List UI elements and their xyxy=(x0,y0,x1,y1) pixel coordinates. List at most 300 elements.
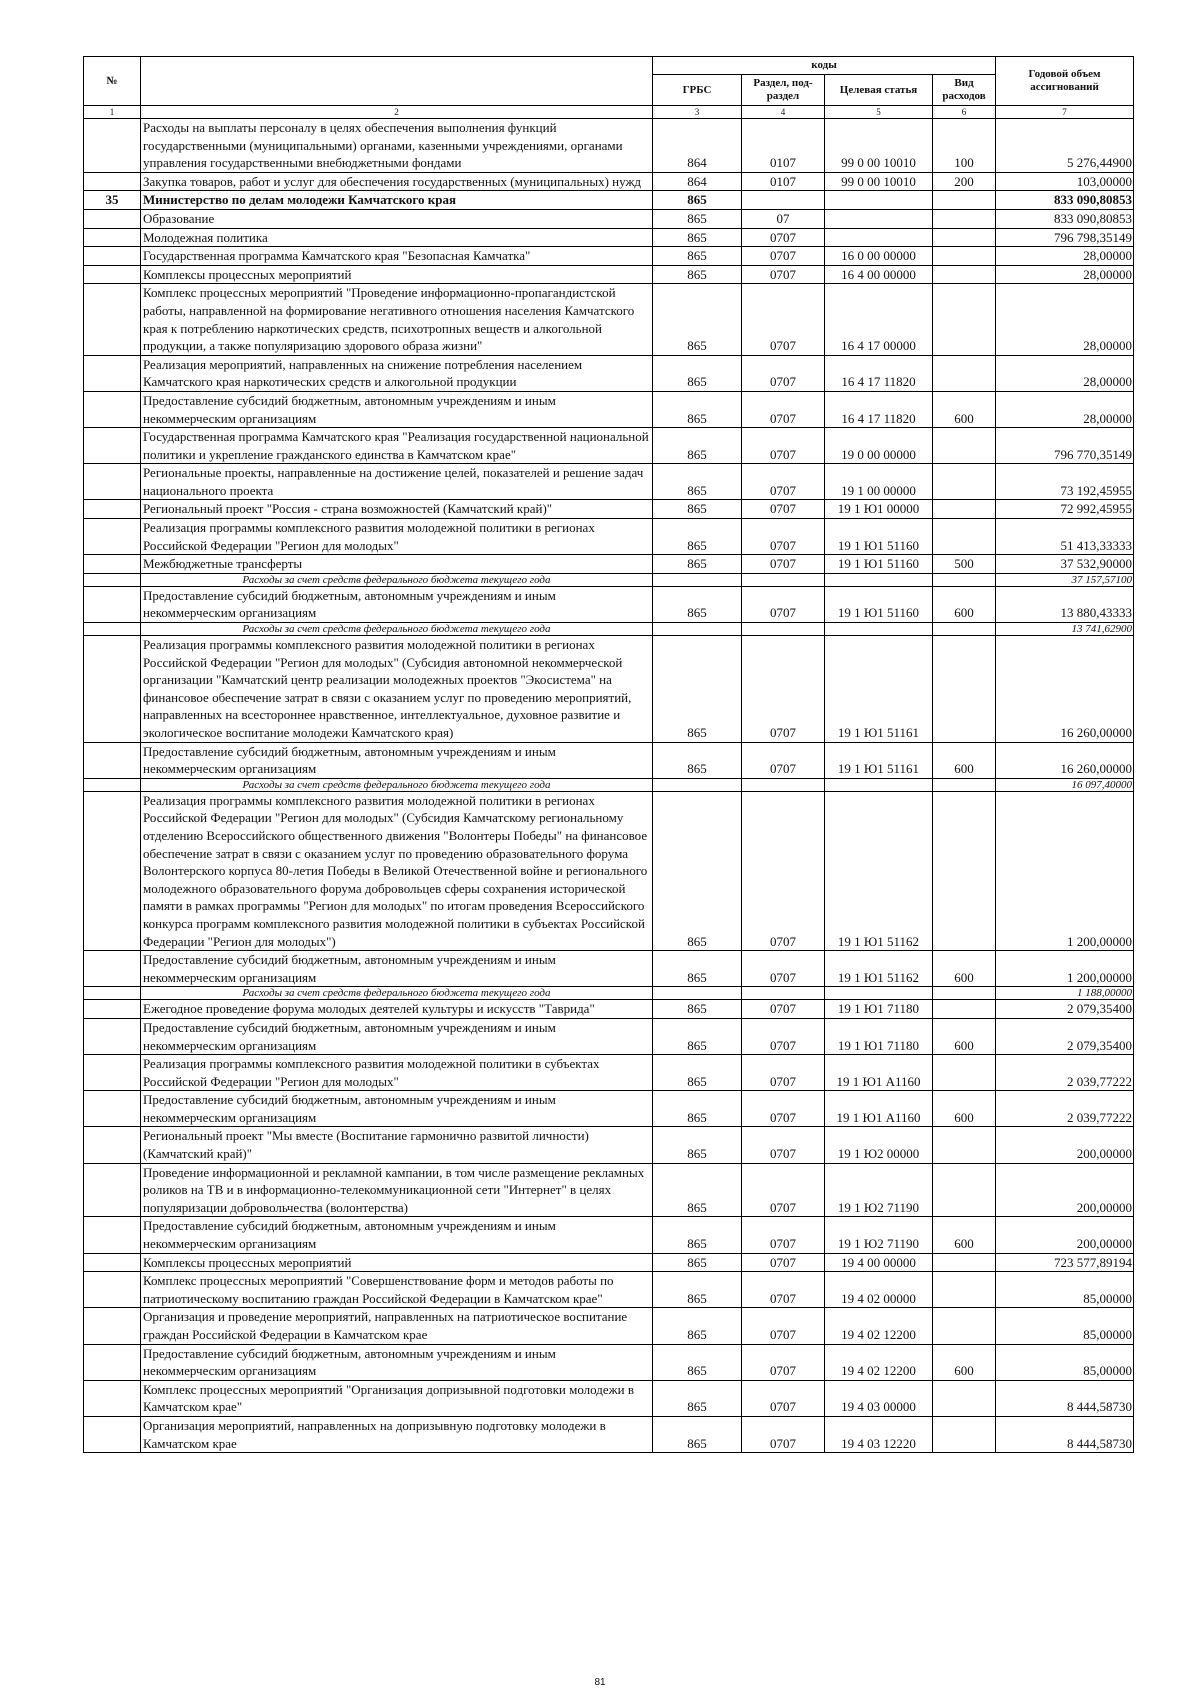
grbs-code: 865 xyxy=(653,519,742,555)
table-row xyxy=(84,1344,1134,1380)
target-article-code: 19 4 02 12200 xyxy=(825,1344,933,1380)
expense-name: Комплекс процессных мероприятий "Совершенствование форм и методов работы по патриотическому воспитанию граждан Российской Федерации в Камчатском крае" xyxy=(141,1272,653,1308)
grbs-code: 865 xyxy=(653,1163,742,1217)
target-article-code: 19 1 Ю2 71190 xyxy=(825,1217,933,1253)
row-number xyxy=(84,586,141,622)
expense-name: Министерство по делам молодежи Камчатского края xyxy=(141,191,653,210)
target-article-code: 19 1 Ю1 51161 xyxy=(825,742,933,778)
target-article-code: 19 1 Ю1 51160 xyxy=(825,519,933,555)
expense-type-code xyxy=(933,464,996,500)
expense-type-code xyxy=(933,1000,996,1019)
target-article-code: 19 0 00 00000 xyxy=(825,428,933,464)
allocation-amount: 1 188,00000 xyxy=(996,987,1134,1000)
expense-type-code xyxy=(933,519,996,555)
row-number xyxy=(84,1163,141,1217)
grbs-code: 865 xyxy=(653,284,742,355)
grbs-code: 865 xyxy=(653,1308,742,1344)
section-code: 0707 xyxy=(742,1127,825,1163)
row-number xyxy=(84,228,141,247)
section-code xyxy=(742,191,825,210)
target-article-code xyxy=(825,573,933,586)
expense-name: Предоставление субсидий бюджетным, автономным учреждениям и иным некоммерческим организациям xyxy=(141,742,653,778)
section-code: 0107 xyxy=(742,172,825,191)
expense-name: Организация мероприятий, направленных на допризывную подготовку молодежи в Камчатском крае xyxy=(141,1416,653,1452)
table-body xyxy=(84,119,1134,1453)
table-row xyxy=(84,284,1134,355)
row-number xyxy=(84,428,141,464)
allocation-amount: 13 741,62900 xyxy=(996,623,1134,636)
row-number xyxy=(84,636,141,743)
target-article-code: 19 4 03 12220 xyxy=(825,1416,933,1452)
expense-name: Предоставление субсидий бюджетным, автономным учреждениям и иным некоммерческим организациям xyxy=(141,1217,653,1253)
row-number xyxy=(84,209,141,228)
table-row xyxy=(84,636,1134,743)
section-code: 0707 xyxy=(742,1000,825,1019)
row-number xyxy=(84,951,141,987)
target-article-code: 16 4 17 11820 xyxy=(825,391,933,427)
row-number xyxy=(84,500,141,519)
expense-type-code xyxy=(933,428,996,464)
section-code: 0107 xyxy=(742,119,825,173)
section-code: 0707 xyxy=(742,500,825,519)
header-num: № xyxy=(84,57,141,106)
grbs-code: 865 xyxy=(653,1344,742,1380)
page-number: 81 xyxy=(594,1677,606,1688)
row-number xyxy=(84,391,141,427)
target-article-code: 16 0 00 00000 xyxy=(825,247,933,266)
expense-name: Региональный проект "Россия - страна возможностей (Камчатский край)" xyxy=(141,500,653,519)
expense-name: Реализация программы комплексного развития молодежной политики в регионах Российской Федерации "Регион для молодых" (Субсидия автономной некоммерческой организации "Камчатский центр реализации молодежных проектов "Экосистема" на финансовое обеспечение затрат в связи с оказанием услуг по проведению мероприятий, направленных на всестороннее нравственное, интеллектуальное, духовное развитие и экологическое воспитание молодежи Камчатского края) xyxy=(141,636,653,743)
row-number xyxy=(84,1055,141,1091)
grbs-code xyxy=(653,778,742,791)
expense-type-code xyxy=(933,573,996,586)
expense-name: Региональный проект "Мы вместе (Воспитание гармонично развитой личности) (Камчатский край)" xyxy=(141,1127,653,1163)
expense-name: Предоставление субсидий бюджетным, автономным учреждениям и иным некоммерческим организациям xyxy=(141,951,653,987)
section-code: 0707 xyxy=(742,636,825,743)
expense-name: Расходы за счет средств федерального бюджета текущего года xyxy=(141,573,653,586)
section-code: 0707 xyxy=(742,355,825,391)
target-article-code: 19 4 02 00000 xyxy=(825,1272,933,1308)
expense-type-code xyxy=(933,636,996,743)
target-article-code: 19 1 Ю1 51161 xyxy=(825,636,933,743)
grbs-code: 865 xyxy=(653,791,742,950)
expense-type-code xyxy=(933,265,996,284)
budget-table xyxy=(83,56,1134,1453)
target-article-code: 19 1 Ю1 71180 xyxy=(825,1018,933,1054)
allocation-amount: 85,00000 xyxy=(996,1272,1134,1308)
target-article-code: 19 1 Ю1 71180 xyxy=(825,1000,933,1019)
allocation-amount: 51 413,33333 xyxy=(996,519,1134,555)
expense-name: Закупка товаров, работ и услуг для обеспечения государственных (муниципальных) нужд xyxy=(141,172,653,191)
column-number: 7 xyxy=(996,106,1134,119)
grbs-code: 865 xyxy=(653,247,742,266)
grbs-code: 865 xyxy=(653,209,742,228)
section-code: 0707 xyxy=(742,284,825,355)
expense-type-code: 600 xyxy=(933,391,996,427)
allocation-amount: 723 577,89194 xyxy=(996,1253,1134,1272)
section-code: 0707 xyxy=(742,464,825,500)
expense-type-code xyxy=(933,791,996,950)
section-code xyxy=(742,987,825,1000)
expense-name: Государственная программа Камчатского края "Безопасная Камчатка" xyxy=(141,247,653,266)
table-row xyxy=(84,1000,1134,1019)
header-vid: Вид расходов xyxy=(933,75,996,106)
expense-type-code xyxy=(933,1416,996,1452)
row-number xyxy=(84,172,141,191)
expense-name: Молодежная политика xyxy=(141,228,653,247)
row-number xyxy=(84,1416,141,1452)
table-row xyxy=(84,1127,1134,1163)
target-article-code: 19 1 Ю1 00000 xyxy=(825,500,933,519)
allocation-amount: 37 532,90000 xyxy=(996,555,1134,574)
expense-name: Образование xyxy=(141,209,653,228)
row-number xyxy=(84,265,141,284)
expense-name: Комплексы процессных мероприятий xyxy=(141,265,653,284)
target-article-code: 19 1 Ю1 А1160 xyxy=(825,1055,933,1091)
target-article-code: 19 1 Ю1 А1160 xyxy=(825,1091,933,1127)
grbs-code: 865 xyxy=(653,742,742,778)
expense-type-code: 600 xyxy=(933,1018,996,1054)
section-code: 0707 xyxy=(742,265,825,284)
allocation-amount: 13 880,43333 xyxy=(996,586,1134,622)
row-number xyxy=(84,1344,141,1380)
allocation-amount: 796 770,35149 xyxy=(996,428,1134,464)
federal-funds-row xyxy=(84,987,1134,1000)
expense-name: Организация и проведение мероприятий, направленных на патриотическое воспитание граждан Российской Федерации в Камчатском крае xyxy=(141,1308,653,1344)
expense-name: Реализация программы комплексного развития молодежной политики в регионах Российской Федерации "Регион для молодых" (Субсидия Камчатскому региональному отделению Всероссийского общественного движения "Волонтеры Победы" на финансовое обеспечение затрат в связи с оказанием услуг по проведению образовательного форума Волонтерского корпуса 80-летия Победы в Великой Отечественной войне и регионального молодежного образовательного форума добровольцев сферы сохранения исторической памяти в рамках программы "Регион для молодых" по итогам проведения Всероссийского конкурса программ комплексного развития молодежной политики в субъектах Российской Федерации "Регион для молодых") xyxy=(141,791,653,950)
grbs-code: 865 xyxy=(653,1272,742,1308)
table-row xyxy=(84,1091,1134,1127)
expense-type-code xyxy=(933,1308,996,1344)
table-row xyxy=(84,1018,1134,1054)
expense-name: Проведение информационной и рекламной кампании, в том числе размещение рекламных роликов на ТВ и в информационно-телекоммуникационной сети "Интернет" в целях популяризации добровольчества (волонтерства) xyxy=(141,1163,653,1217)
table-row xyxy=(84,742,1134,778)
allocation-amount: 5 276,44900 xyxy=(996,119,1134,173)
allocation-amount: 2 039,77222 xyxy=(996,1091,1134,1127)
expense-type-code xyxy=(933,191,996,210)
section-code: 0707 xyxy=(742,1091,825,1127)
allocation-amount: 73 192,45955 xyxy=(996,464,1134,500)
grbs-code: 865 xyxy=(653,1253,742,1272)
expense-type-code xyxy=(933,247,996,266)
table-row xyxy=(84,355,1134,391)
allocation-amount: 103,00000 xyxy=(996,172,1134,191)
allocation-amount: 1 200,00000 xyxy=(996,791,1134,950)
column-number: 6 xyxy=(933,106,996,119)
row-number xyxy=(84,778,141,791)
expense-type-code xyxy=(933,284,996,355)
section-code: 07 xyxy=(742,209,825,228)
grbs-code: 865 xyxy=(653,1127,742,1163)
allocation-amount: 16 260,00000 xyxy=(996,636,1134,743)
target-article-code: 19 1 Ю1 51160 xyxy=(825,555,933,574)
grbs-code: 865 xyxy=(653,464,742,500)
table-row xyxy=(84,1272,1134,1308)
expense-type-code: 200 xyxy=(933,172,996,191)
allocation-amount: 2 039,77222 xyxy=(996,1055,1134,1091)
row-number xyxy=(84,1127,141,1163)
grbs-code: 865 xyxy=(653,1000,742,1019)
expense-name: Реализация мероприятий, направленных на снижение потребления населением Камчатского края наркотических средств и алкогольной продукции xyxy=(141,355,653,391)
section-code: 0707 xyxy=(742,247,825,266)
header-codes: коды xyxy=(653,57,996,75)
table-row xyxy=(84,228,1134,247)
row-number xyxy=(84,1253,141,1272)
table-row xyxy=(84,1308,1134,1344)
section-code: 0707 xyxy=(742,1416,825,1452)
column-number: 5 xyxy=(825,106,933,119)
allocation-amount: 85,00000 xyxy=(996,1344,1134,1380)
target-article-code: 19 4 00 00000 xyxy=(825,1253,933,1272)
section-code: 0707 xyxy=(742,1344,825,1380)
row-number xyxy=(84,464,141,500)
expense-name: Комплексы процессных мероприятий xyxy=(141,1253,653,1272)
section-code: 0707 xyxy=(742,1163,825,1217)
expense-type-code: 500 xyxy=(933,555,996,574)
allocation-amount: 8 444,58730 xyxy=(996,1416,1134,1452)
allocation-amount: 833 090,80853 xyxy=(996,191,1134,210)
grbs-code: 864 xyxy=(653,172,742,191)
expense-type-code: 600 xyxy=(933,951,996,987)
table-row xyxy=(84,265,1134,284)
header-volume: Годовой объем ассигнований xyxy=(996,57,1134,106)
section-code: 0707 xyxy=(742,555,825,574)
expense-type-code xyxy=(933,1127,996,1163)
allocation-amount: 8 444,58730 xyxy=(996,1380,1134,1416)
section-code: 0707 xyxy=(742,1055,825,1091)
allocation-amount: 28,00000 xyxy=(996,247,1134,266)
row-number xyxy=(84,119,141,173)
allocation-amount: 16 097,40000 xyxy=(996,778,1134,791)
row-number xyxy=(84,623,141,636)
table-row xyxy=(84,191,1134,210)
expense-name: Реализация программы комплексного развития молодежной политики в регионах Российской Федерации "Регион для молодых" xyxy=(141,519,653,555)
section-code xyxy=(742,778,825,791)
target-article-code xyxy=(825,228,933,247)
expense-type-code xyxy=(933,1055,996,1091)
expense-name: Региональные проекты, направленные на достижение целей, показателей и решение задач национального проекта xyxy=(141,464,653,500)
section-code: 0707 xyxy=(742,742,825,778)
target-article-code xyxy=(825,778,933,791)
grbs-code: 864 xyxy=(653,119,742,173)
target-article-code: 16 4 17 11820 xyxy=(825,355,933,391)
section-code xyxy=(742,573,825,586)
column-number: 3 xyxy=(653,106,742,119)
allocation-amount: 200,00000 xyxy=(996,1217,1134,1253)
allocation-amount: 200,00000 xyxy=(996,1127,1134,1163)
expense-type-code: 600 xyxy=(933,1091,996,1127)
section-code: 0707 xyxy=(742,1308,825,1344)
section-code: 0707 xyxy=(742,1380,825,1416)
grbs-code: 865 xyxy=(653,265,742,284)
allocation-amount: 37 157,57100 xyxy=(996,573,1134,586)
row-number xyxy=(84,247,141,266)
expense-name: Ежегодное проведение форума молодых деятелей культуры и искусств "Таврида" xyxy=(141,1000,653,1019)
target-article-code: 19 1 Ю2 71190 xyxy=(825,1163,933,1217)
expense-type-code: 600 xyxy=(933,586,996,622)
expense-name: Расходы за счет средств федерального бюджета текущего года xyxy=(141,987,653,1000)
grbs-code xyxy=(653,623,742,636)
expense-name: Предоставление субсидий бюджетным, автономным учреждениям и иным некоммерческим организациям xyxy=(141,586,653,622)
grbs-code: 865 xyxy=(653,1018,742,1054)
section-code: 0707 xyxy=(742,1272,825,1308)
row-number xyxy=(84,1380,141,1416)
grbs-code: 865 xyxy=(653,500,742,519)
row-number xyxy=(84,1217,141,1253)
federal-funds-row xyxy=(84,573,1134,586)
table-row xyxy=(84,1253,1134,1272)
section-code: 0707 xyxy=(742,391,825,427)
row-number xyxy=(84,284,141,355)
target-article-code xyxy=(825,209,933,228)
grbs-code: 865 xyxy=(653,191,742,210)
table-row xyxy=(84,1380,1134,1416)
table-row xyxy=(84,1217,1134,1253)
table-row xyxy=(84,500,1134,519)
allocation-amount: 2 079,35400 xyxy=(996,1000,1134,1019)
target-article-code xyxy=(825,987,933,1000)
allocation-amount: 28,00000 xyxy=(996,265,1134,284)
header-section: Раздел, под-раздел xyxy=(742,75,825,106)
target-article-code xyxy=(825,191,933,210)
target-article-code: 19 1 Ю1 51162 xyxy=(825,951,933,987)
grbs-code: 865 xyxy=(653,228,742,247)
expense-name: Предоставление субсидий бюджетным, автономным учреждениям и иным некоммерческим организациям xyxy=(141,1344,653,1380)
allocation-amount: 16 260,00000 xyxy=(996,742,1134,778)
allocation-amount: 28,00000 xyxy=(996,355,1134,391)
grbs-code: 865 xyxy=(653,1091,742,1127)
expense-name: Комплекс процессных мероприятий "Проведение информационно-пропагандистской работы, направленной на формирование негативного отношения населения Камчатского края к потреблению наркотических средств, психотропных веществ и алкогольной продукции, а также популяризацию здорового образа жизни" xyxy=(141,284,653,355)
section-code: 0707 xyxy=(742,519,825,555)
expense-type-code: 600 xyxy=(933,1217,996,1253)
target-article-code: 19 4 03 00000 xyxy=(825,1380,933,1416)
expense-type-code xyxy=(933,778,996,791)
expense-type-code xyxy=(933,1163,996,1217)
section-code xyxy=(742,623,825,636)
row-number: 35 xyxy=(84,191,141,210)
expense-type-code xyxy=(933,987,996,1000)
column-numbers-row xyxy=(84,106,1134,119)
expense-name: Расходы за счет средств федерального бюджета текущего года xyxy=(141,778,653,791)
section-code: 0707 xyxy=(742,228,825,247)
row-number xyxy=(84,791,141,950)
expense-type-code: 600 xyxy=(933,1344,996,1380)
grbs-code: 865 xyxy=(653,1416,742,1452)
grbs-code: 865 xyxy=(653,951,742,987)
grbs-code: 865 xyxy=(653,428,742,464)
row-number xyxy=(84,742,141,778)
expense-name: Расходы за счет средств федерального бюджета текущего года xyxy=(141,623,653,636)
target-article-code: 19 4 02 12200 xyxy=(825,1308,933,1344)
section-code: 0707 xyxy=(742,791,825,950)
grbs-code: 865 xyxy=(653,1380,742,1416)
grbs-code: 865 xyxy=(653,1217,742,1253)
section-code: 0707 xyxy=(742,586,825,622)
expense-name: Межбюджетные трансферты xyxy=(141,555,653,574)
row-number xyxy=(84,1308,141,1344)
row-number xyxy=(84,555,141,574)
section-code: 0707 xyxy=(742,1217,825,1253)
table-row xyxy=(84,391,1134,427)
allocation-amount: 796 798,35149 xyxy=(996,228,1134,247)
target-article-code: 99 0 00 10010 xyxy=(825,119,933,173)
allocation-amount: 2 079,35400 xyxy=(996,1018,1134,1054)
table-row xyxy=(84,555,1134,574)
expense-type-code xyxy=(933,1380,996,1416)
grbs-code: 865 xyxy=(653,1055,742,1091)
expense-type-code: 100 xyxy=(933,119,996,173)
table-row xyxy=(84,172,1134,191)
table-row xyxy=(84,247,1134,266)
section-code: 0707 xyxy=(742,951,825,987)
table-row xyxy=(84,428,1134,464)
allocation-amount: 28,00000 xyxy=(996,284,1134,355)
expense-type-code xyxy=(933,228,996,247)
expense-name: Предоставление субсидий бюджетным, автономным учреждениям и иным некоммерческим организациям xyxy=(141,1018,653,1054)
expense-type-code xyxy=(933,500,996,519)
table-row xyxy=(84,586,1134,622)
table-row xyxy=(84,791,1134,950)
expense-name: Расходы на выплаты персоналу в целях обеспечения выполнения функций государственными (муниципальными) органами, казенными учреждениями, органами управления государственными внебюджетными фондами xyxy=(141,119,653,173)
expense-name: Государственная программа Камчатского края "Реализация государственной национальной политики и укрепление гражданского единства в Камчатском крае" xyxy=(141,428,653,464)
grbs-code: 865 xyxy=(653,586,742,622)
target-article-code: 16 4 17 00000 xyxy=(825,284,933,355)
table-row xyxy=(84,1416,1134,1452)
table-row xyxy=(84,1163,1134,1217)
section-code: 0707 xyxy=(742,1253,825,1272)
target-article-code: 16 4 00 00000 xyxy=(825,265,933,284)
target-article-code: 19 1 Ю1 51160 xyxy=(825,586,933,622)
column-number: 2 xyxy=(141,106,653,119)
allocation-amount: 1 200,00000 xyxy=(996,951,1134,987)
expense-name: Реализация программы комплексного развития молодежной политики в субъектах Российской Федерации "Регион для молодых" xyxy=(141,1055,653,1091)
expense-name: Предоставление субсидий бюджетным, автономным учреждениям и иным некоммерческим организациям xyxy=(141,391,653,427)
allocation-amount: 85,00000 xyxy=(996,1308,1134,1344)
allocation-amount: 72 992,45955 xyxy=(996,500,1134,519)
table-row xyxy=(84,119,1134,173)
header-target: Целевая статья xyxy=(825,75,933,106)
grbs-code xyxy=(653,573,742,586)
expense-type-code xyxy=(933,1272,996,1308)
grbs-code: 865 xyxy=(653,355,742,391)
grbs-code: 865 xyxy=(653,555,742,574)
row-number xyxy=(84,1091,141,1127)
expense-type-code xyxy=(933,623,996,636)
expense-name: Предоставление субсидий бюджетным, автономным учреждениям и иным некоммерческим организациям xyxy=(141,1091,653,1127)
row-number xyxy=(84,1272,141,1308)
table-row xyxy=(84,519,1134,555)
table-row xyxy=(84,209,1134,228)
federal-funds-row xyxy=(84,623,1134,636)
row-number xyxy=(84,1018,141,1054)
column-number: 4 xyxy=(742,106,825,119)
target-article-code: 19 1 Ю1 51162 xyxy=(825,791,933,950)
column-number: 1 xyxy=(84,106,141,119)
table-row xyxy=(84,951,1134,987)
allocation-amount: 200,00000 xyxy=(996,1163,1134,1217)
allocation-amount: 833 090,80853 xyxy=(996,209,1134,228)
target-article-code: 99 0 00 10010 xyxy=(825,172,933,191)
row-number xyxy=(84,519,141,555)
section-code: 0707 xyxy=(742,428,825,464)
budget-sheet xyxy=(83,56,1133,1453)
row-number xyxy=(84,573,141,586)
grbs-code: 865 xyxy=(653,636,742,743)
row-number xyxy=(84,1000,141,1019)
target-article-code: 19 1 00 00000 xyxy=(825,464,933,500)
row-number xyxy=(84,355,141,391)
header-grbs: ГРБС xyxy=(653,75,742,106)
